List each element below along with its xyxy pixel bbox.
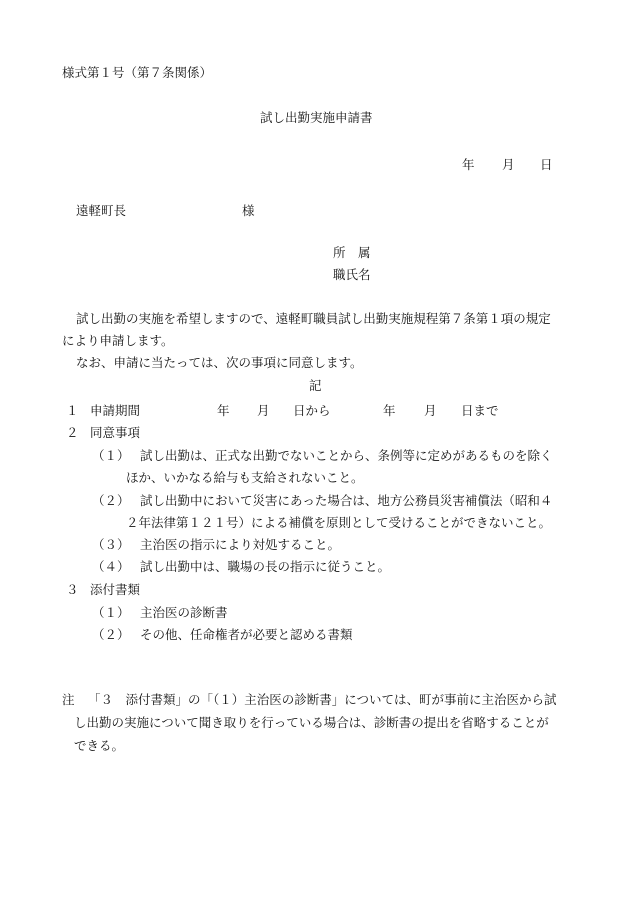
item-text: 試し出勤は、正式な出勤でないことから、条例等に定めがあるものを除く <box>140 448 553 463</box>
form-number: 様式第１号（第７条関係） <box>62 65 213 80</box>
item-text: 主治医の指示により対処すること。 <box>140 537 341 552</box>
consent-heading: 同意事項 <box>90 425 141 440</box>
item-text: 主治医の診断書 <box>140 605 228 620</box>
period-to-day: 日まで <box>461 403 499 418</box>
date-month: 月 <box>502 157 515 172</box>
item-number: （３） <box>92 537 130 552</box>
addressee-honorific: 様 <box>242 203 255 218</box>
item-text-continued: ２年法律第１２１号）による補償を原則として受けることができないこと。 <box>126 515 552 530</box>
period-to-year: 年 <box>383 403 396 418</box>
attachments-heading: 添付書類 <box>90 582 141 597</box>
section-number: ２ <box>66 425 79 440</box>
date-day: 日 <box>540 157 553 172</box>
item-text: 試し出勤中において災害にあった場合は、地方公務員災害補償法（昭和４ <box>140 493 553 508</box>
period-label: 申請期間 <box>90 403 141 418</box>
period-from-day: 日から <box>293 403 331 418</box>
note-label: 注 <box>62 692 75 707</box>
item-text: その他、任命権者が必要と認める書類 <box>140 627 353 642</box>
intro-line: により申請します。 <box>62 333 174 348</box>
note-text: 「３ 添付書類」の「（１）主治医の診断書」については、町が事前に主治医から試 <box>88 692 557 707</box>
item-text: 試し出勤中は、職場の長の指示に従うこと。 <box>140 559 391 574</box>
date-year: 年 <box>462 157 475 172</box>
note-text: し出勤の実施について聞き取りを行っている場合は、診断書の提出を省略することが <box>74 715 549 730</box>
applicant-name-label: 職氏名 <box>333 267 371 282</box>
intro-line: なお、申請に当たっては、次の事項に同意します。 <box>76 355 363 370</box>
section-number: １ <box>66 403 79 418</box>
section-number: ３ <box>66 582 79 597</box>
ki-heading: 記 <box>309 378 322 393</box>
intro-line: 試し出勤の実施を希望しますので、遠軽町職員試し出勤実施規程第７条第１項の規定 <box>76 311 551 326</box>
item-number: （４） <box>92 559 130 574</box>
addressee-name: 遠軽町長 <box>76 203 127 218</box>
item-text-continued: ほか、いかなる給与も支給されないこと。 <box>126 470 364 485</box>
applicant-affiliation: 所 属 <box>333 245 371 260</box>
item-number: （１） <box>92 605 130 620</box>
item-number: （２） <box>92 627 130 642</box>
period-to-month: 月 <box>424 403 437 418</box>
item-number: （２） <box>92 493 130 508</box>
period-from-month: 月 <box>257 403 270 418</box>
period-from-year: 年 <box>217 403 230 418</box>
document-title: 試し出勤実施申請書 <box>260 110 373 125</box>
item-number: （１） <box>92 448 130 463</box>
note-text: できる。 <box>74 738 125 753</box>
